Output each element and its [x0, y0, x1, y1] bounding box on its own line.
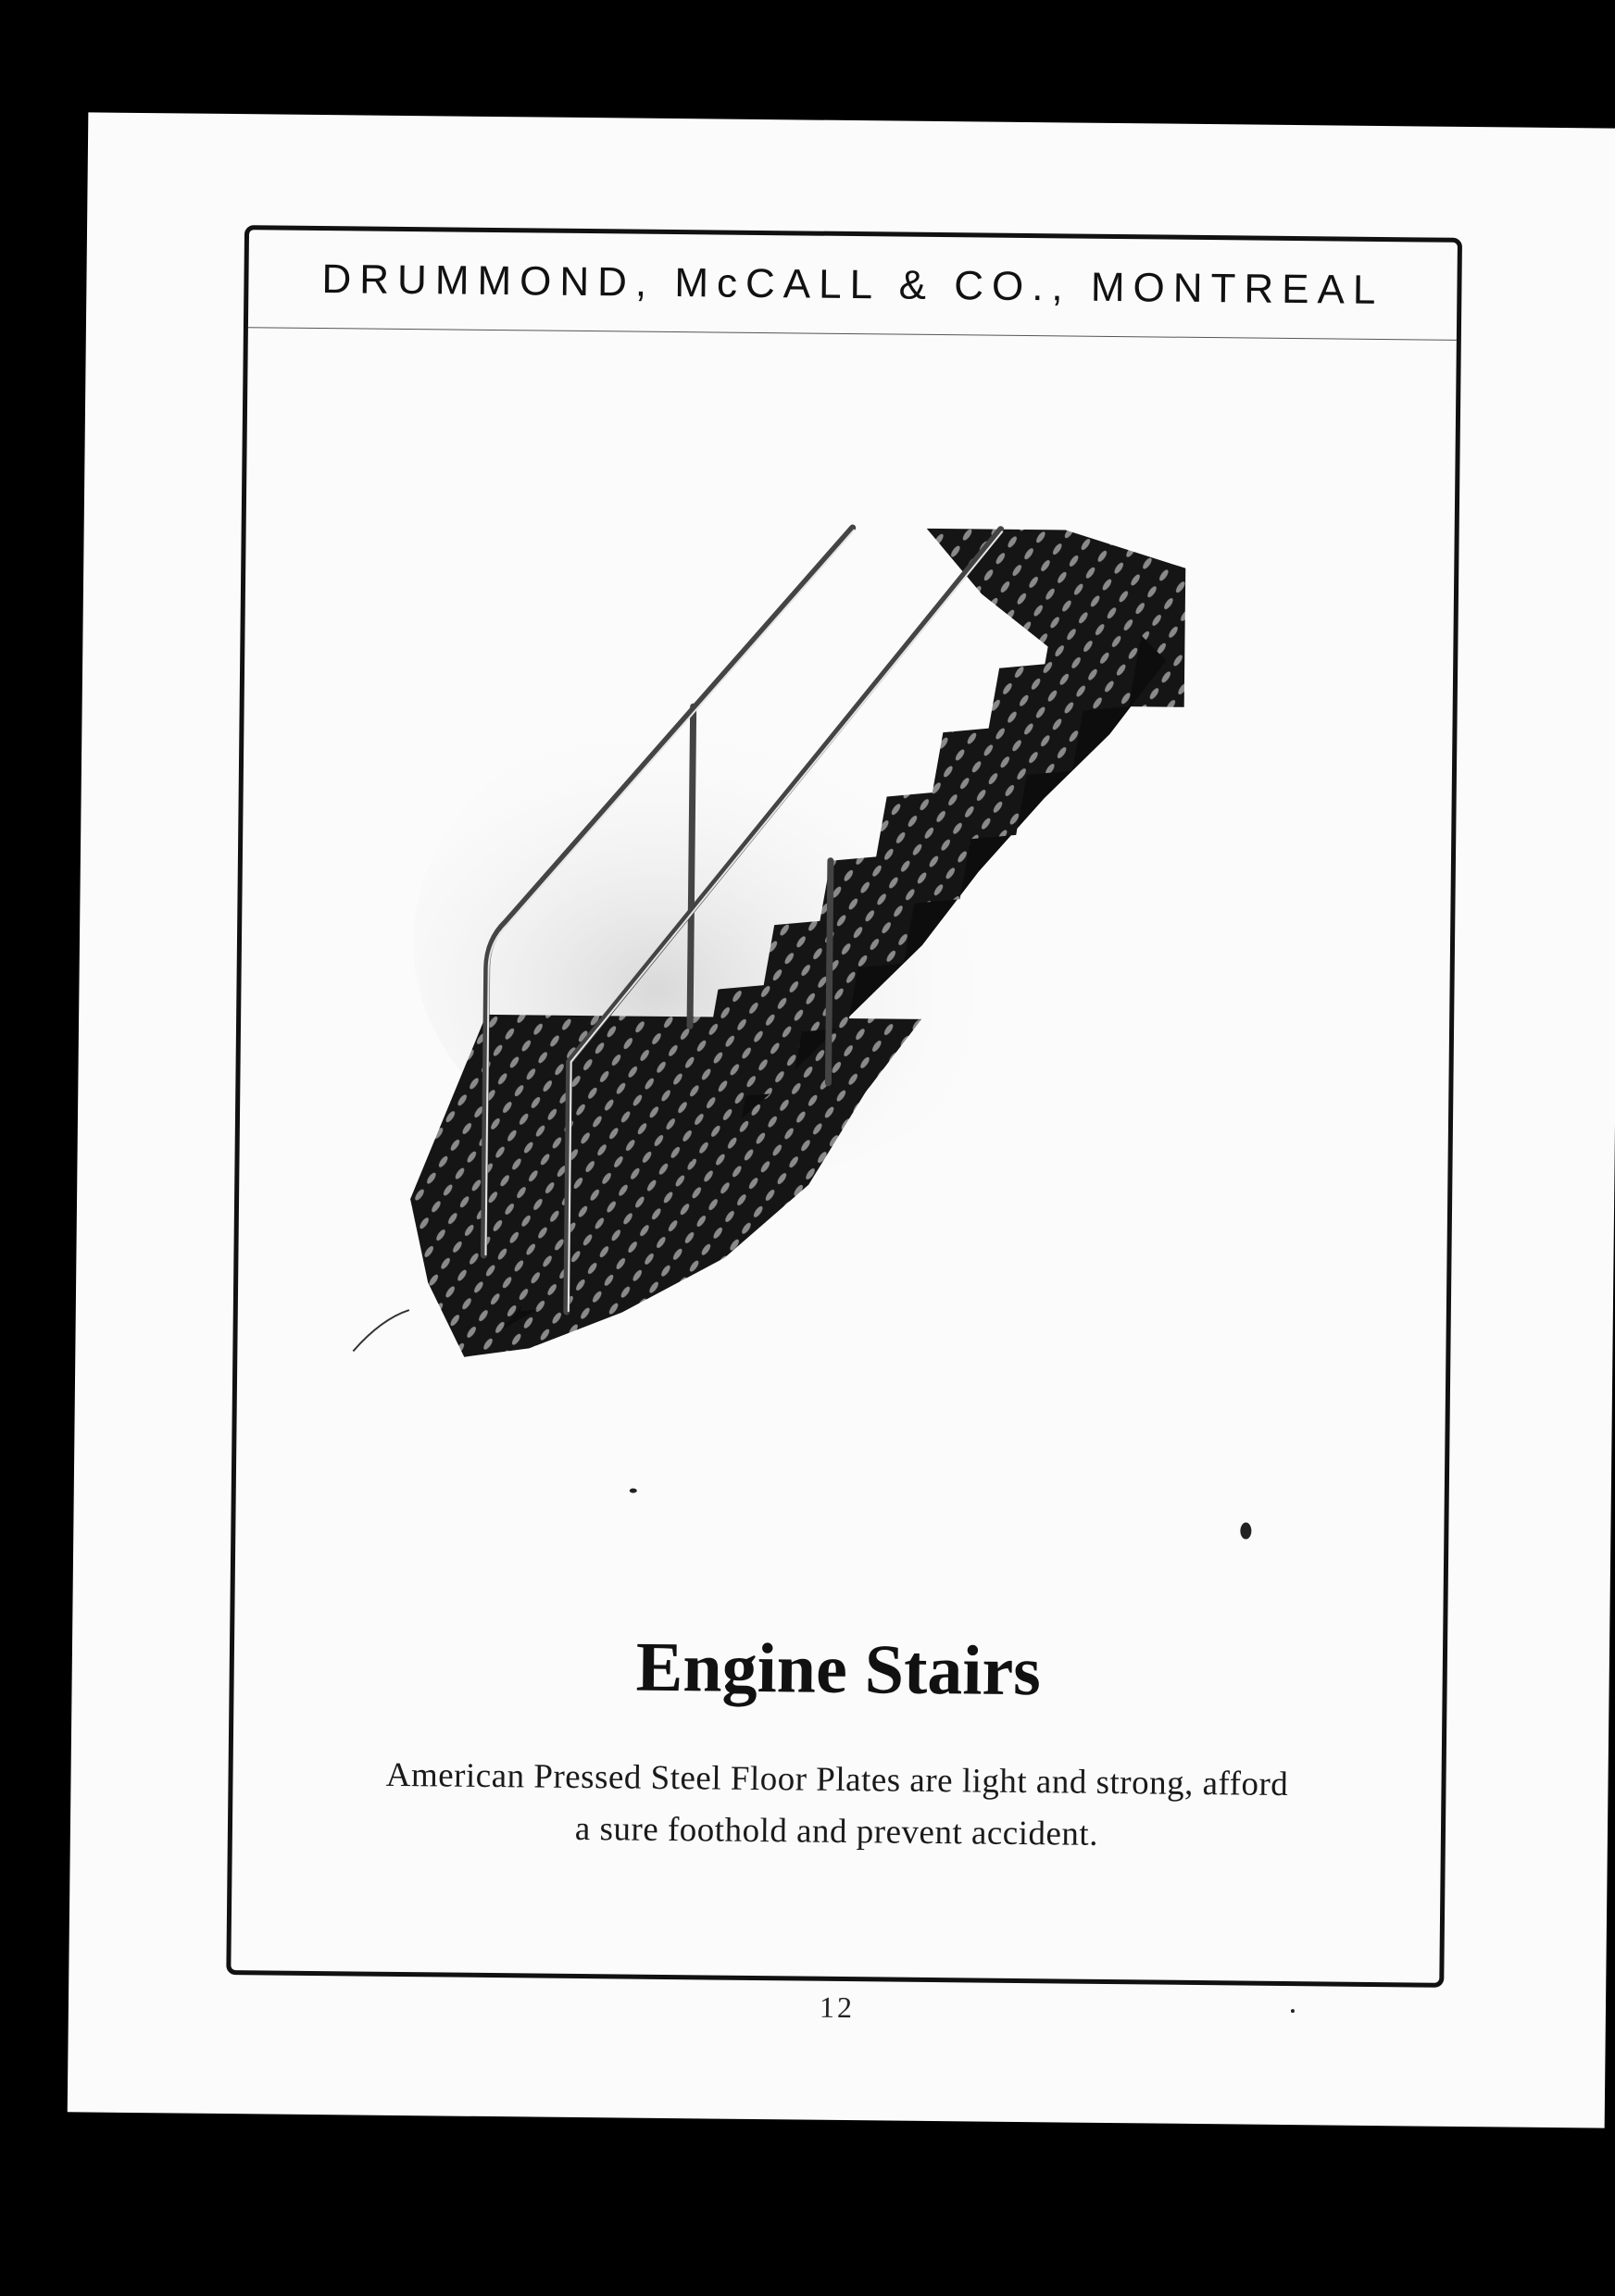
caption [269, 1749, 1405, 1865]
dust-speck [630, 1489, 637, 1493]
page-border-frame [226, 225, 1462, 1988]
dust-speck [1291, 2009, 1295, 2013]
page-number: 12 [819, 1990, 856, 2025]
company-header: DRUMMOND, McCALL & CO., MONTREAL [321, 256, 1384, 313]
page-header [248, 230, 1458, 341]
caption-line-2: a sure foothold and prevent accident. [574, 1809, 1099, 1853]
catalog-page [68, 112, 1615, 2128]
page-title: Engine Stairs [635, 1628, 1042, 1711]
stairs-engraving-icon [324, 420, 1354, 1504]
caption-line-1: American Pressed Steel Floor Plates are light and strong, afford [385, 1755, 1289, 1804]
